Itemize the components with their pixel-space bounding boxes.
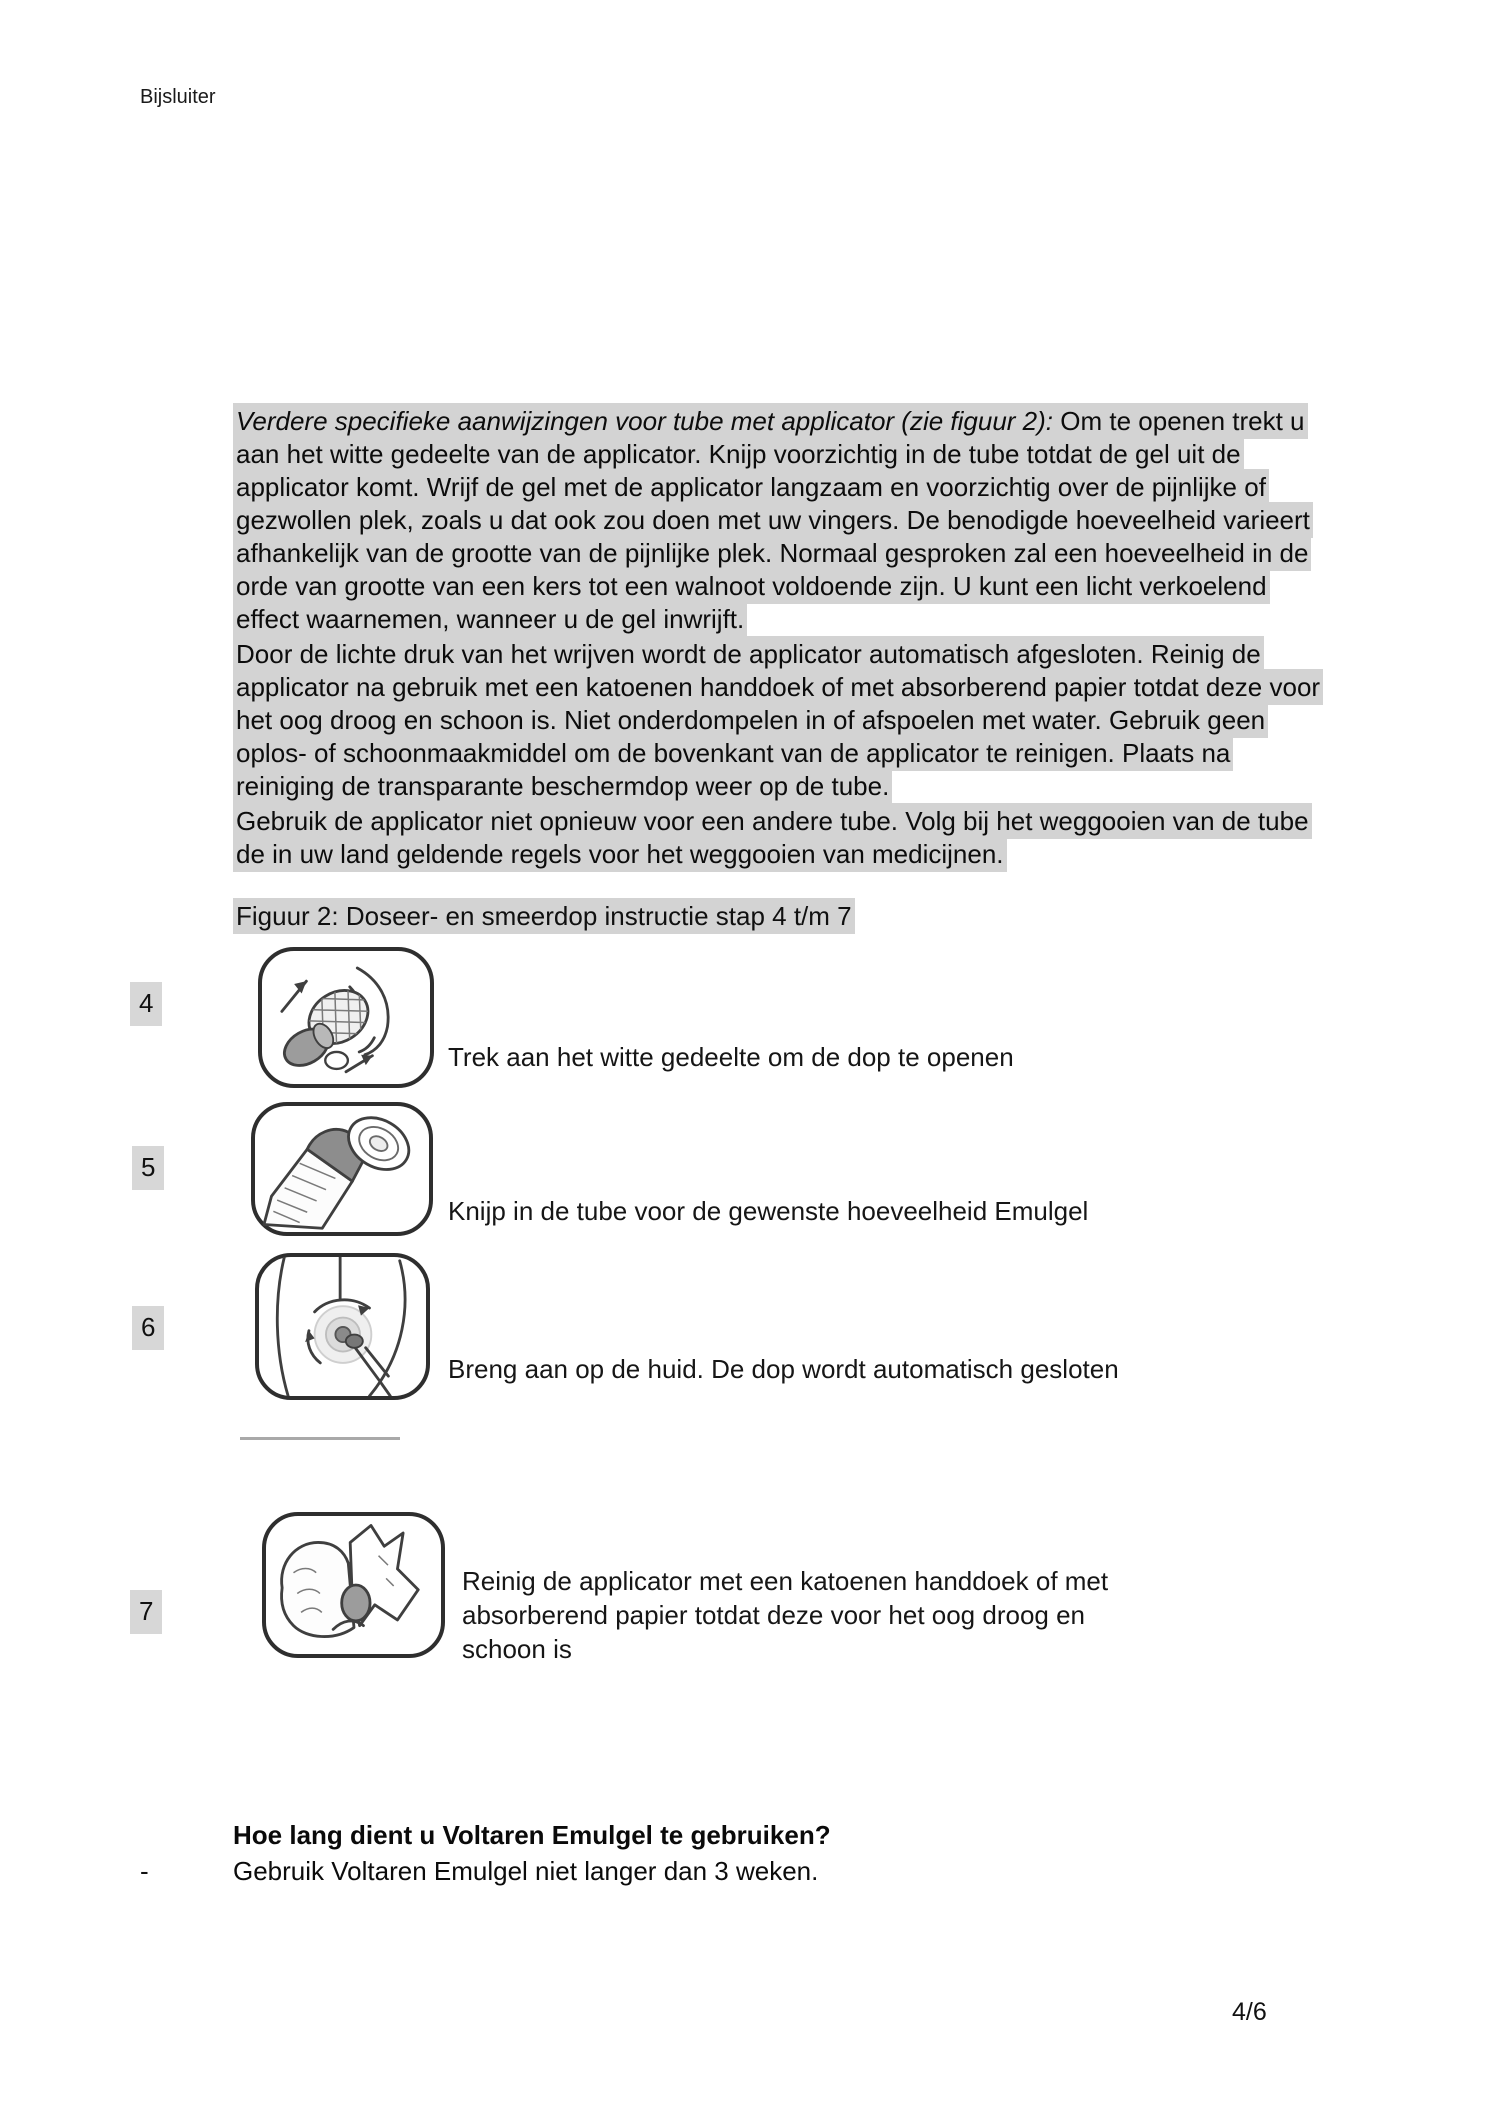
step-5-illustration-box [251,1102,433,1236]
step-number-4: 4 [130,982,162,1026]
list-dash-marker: - [140,1856,149,1886]
paragraph-body-text: Om te openen trekt u aan het witte gedeelte van de applicator. Knijp voorzichtig in de tube totdat de gel uit de applicator komt. Wrijf de gel met de applicator langzaam en voorzichtig over de pijnlijke of gezwollen plek, zoals u dat ook zou doen met uw vingers. De benodigde hoeveelheid varieert afhankelijk van de grootte van de pijnlijke plek. Normaal gesproken zal een hoeveelheid in de orde van grootte van een kers tot een walnoot voldoende zijn. U kunt een licht verkoelend effect waarnemen, wanneer u de gel inwrijft. [236,406,1310,634]
paragraph-applicator-usage [233,405,1325,636]
paragraph-cleaning-instructions: Door de lichte druk van het wrijven wordt de applicator automatisch afgesloten. Reinig de applicator na gebruik met een katoenen handdoek of met absorberend papier totdat deze voor het oog droog en schoon is. Niet onderdompelen in of afspoelen met water. Gebruik geen oplos- of schoonmaakmiddel om de bovenkant van de applicator te reinigen. Plaats na reiniging de transparante beschermdop weer op de tube. [233,638,1325,803]
section-heading-duration: Hoe lang dient u Voltaren Emulgel te gebruiken? [233,1820,831,1850]
pull-white-cap-icon [262,951,430,1084]
paragraph-disposal-instructions: Gebruik de applicator niet opnieuw voor een andere tube. Volg bij het weggooien van de tube de in uw land geldende regels voor het weggooien van medicijnen. [233,805,1325,871]
paragraph-italic-lead: Verdere specifieke aanwijzingen voor tube met applicator (zie figuur 2): [236,406,1054,436]
squeeze-tube-icon [255,1106,429,1232]
step-number-6: 6 [132,1306,164,1350]
step-4-caption: Trek aan het witte gedeelte om de dop te openen [448,1042,1014,1072]
figure-divider-mark [240,1437,400,1440]
step-4-illustration-box [258,947,434,1088]
step-number-5: 5 [132,1146,164,1190]
page-header-label: Bijsluiter [140,86,216,108]
step-number-7: 7 [130,1590,162,1634]
step-6-illustration-box [255,1253,430,1400]
clean-applicator-icon [266,1516,441,1654]
step-7-illustration-box [262,1512,445,1658]
apply-to-skin-icon [259,1257,426,1396]
step-6-caption: Breng aan op de huid. De dop wordt automatisch gesloten [448,1354,1119,1384]
step-5-caption: Knijp in de tube voor de gewenste hoeveelheid Emulgel [448,1196,1089,1226]
figure-caption: Figuur 2: Doseer- en smeerdop instructie stap 4 t/m 7 [233,900,855,933]
step-7-caption: Reinig de applicator met een katoenen handdoek of met absorberend papier totdat deze voor het oog droog en schoon is [462,1566,1109,1664]
list-item-duration: Gebruik Voltaren Emulgel niet langer dan 3 weken. [233,1856,819,1886]
page-number: 4/6 [1232,1998,1267,2026]
